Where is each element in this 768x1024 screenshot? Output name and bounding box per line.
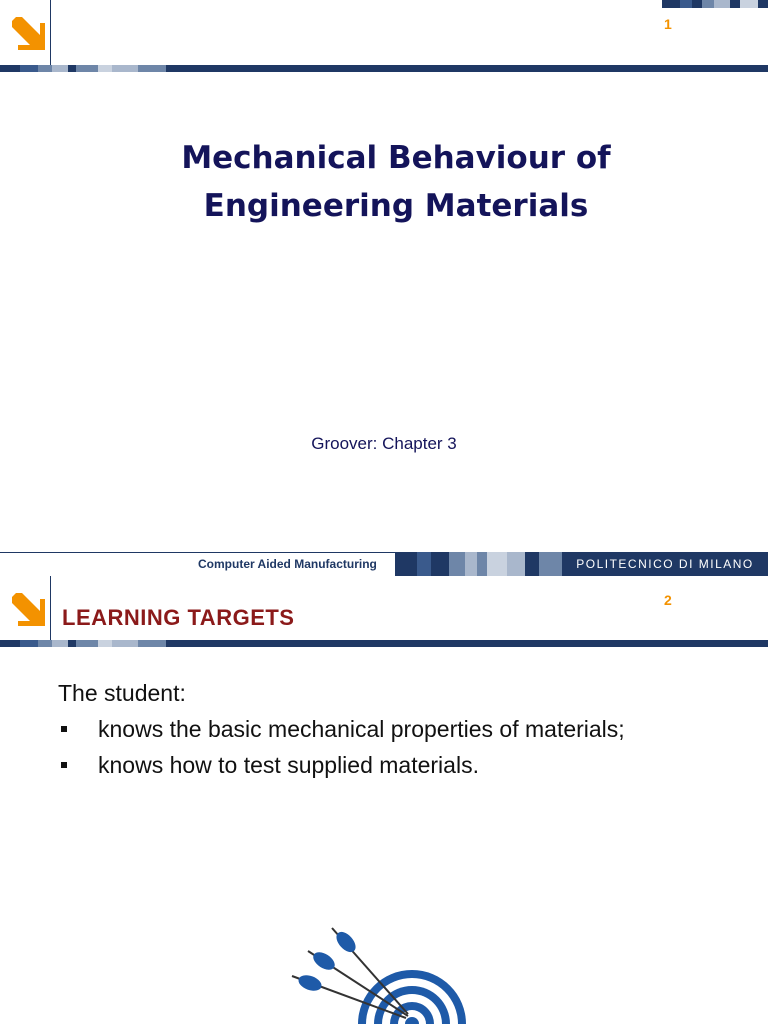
bullet-square-icon xyxy=(61,726,67,732)
orange-arrow-logo-icon xyxy=(10,15,46,51)
intro-text: The student: xyxy=(58,680,186,706)
footer-course-name: Computer Aided Manufacturing xyxy=(198,557,377,571)
slide-footer xyxy=(0,552,768,576)
title-line-1: Mechanical Behaviour of xyxy=(181,140,611,176)
orange-arrow-logo-icon xyxy=(10,591,46,627)
list-item xyxy=(58,715,625,751)
page-number: 2 xyxy=(664,592,672,608)
slide-title xyxy=(0,134,768,230)
header-divider xyxy=(50,0,51,66)
slide-2 xyxy=(0,576,768,1024)
bullet-text: knows how to test supplied materials. xyxy=(98,752,479,778)
title-line-2: Engineering Materials xyxy=(203,188,589,224)
header-decor-squares xyxy=(0,640,166,647)
bullet-square-icon xyxy=(61,762,67,768)
footer-decor-squares xyxy=(395,552,562,576)
list-item xyxy=(58,751,625,787)
header-divider xyxy=(50,576,51,640)
bullet-text: knows the basic mechanical properties of materials; xyxy=(98,716,625,742)
header-decor-squares xyxy=(0,65,166,72)
footer-brand: POLITECNICO DI MILANO xyxy=(562,552,768,576)
bullet-list xyxy=(58,715,625,787)
slide-heading: LEARNING TARGETS xyxy=(62,605,295,630)
target-with-arrows-icon xyxy=(290,926,470,1024)
slide-subtitle: Groover: Chapter 3 xyxy=(311,434,457,453)
page-number: 1 xyxy=(664,16,672,32)
footer-line xyxy=(0,552,395,553)
top-decor-squares xyxy=(662,0,768,8)
